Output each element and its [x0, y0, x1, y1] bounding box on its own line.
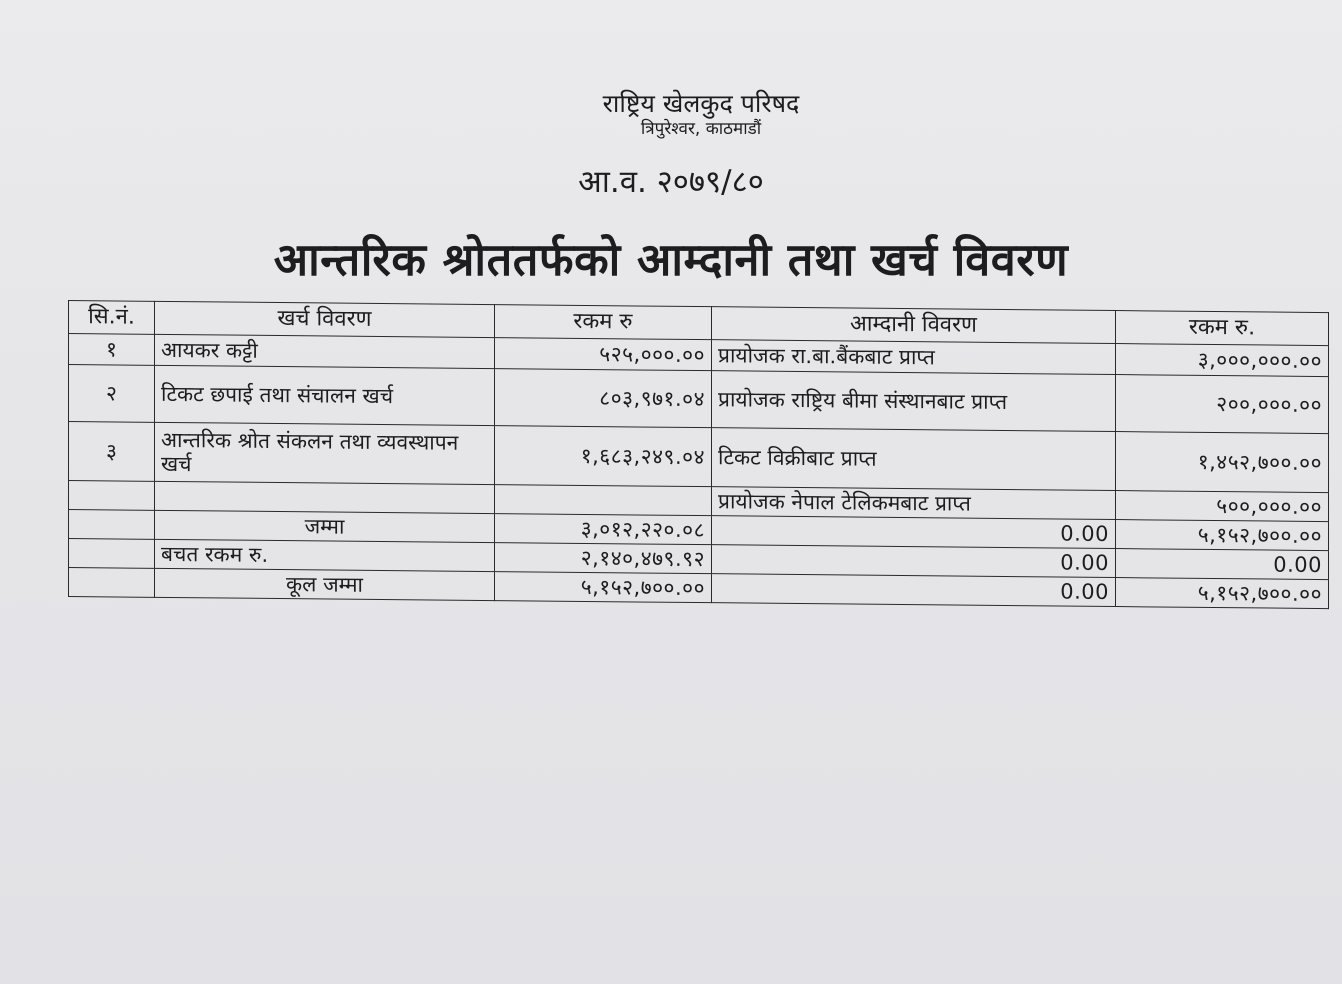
col-header-income-amount: रकम रु. — [1116, 311, 1329, 346]
empty-cell — [69, 568, 155, 598]
income-amount-cell: ३,०००,०००.०० — [1116, 344, 1329, 377]
income-description-cell: प्रायोजक राष्ट्रिय बीमा संस्थानबाट प्राप्त — [712, 371, 1116, 432]
income-amount-cell: १,४५२,७००.०० — [1116, 432, 1329, 493]
income-description-cell: टिकट विक्रीबाट प्राप्त — [712, 428, 1116, 491]
organization-name: राष्ट्रिय खेलकुद परिषद — [602, 89, 800, 118]
expense-amount-cell: ८०३,९७१.०४ — [495, 369, 712, 428]
grand-total-label: कूल जम्मा — [155, 568, 495, 600]
savings-income-amount: 0.00 — [1116, 549, 1329, 580]
empty-cell — [69, 510, 155, 540]
col-header-expense-description: खर्च विवरण — [155, 301, 495, 337]
income-amount-cell: २००,०००.०० — [1116, 375, 1329, 434]
income-expense-table — [68, 300, 1329, 609]
income-description-cell: प्रायोजक रा.बा.बैंकबाट प्राप्त — [712, 340, 1116, 375]
grand-total-income-description: 0.00 — [712, 574, 1116, 607]
savings-expense-amount: २,१४०,४७९.९२ — [495, 543, 712, 574]
income-amount-cell: ५००,०००.०० — [1116, 491, 1329, 522]
expense-amount-cell: १,६८३,२४९.०४ — [495, 426, 712, 487]
expense-description-cell — [155, 481, 495, 513]
col-header-expense-amount: रकम रु — [495, 305, 712, 340]
serial-cell — [69, 481, 155, 511]
expense-description-cell: आन्तरिक श्रोत संकलन तथा व्यवस्थापन खर्च — [155, 422, 495, 484]
expense-description-cell: टिकट छपाई तथा संचालन खर्च — [155, 365, 495, 425]
subtotal-label: जम्मा — [155, 510, 495, 542]
expense-description-cell: आयकर कट्टी — [155, 334, 495, 368]
expense-amount-cell — [495, 485, 712, 516]
empty-cell — [69, 539, 155, 569]
document-title: आन्तरिक श्रोततर्फको आम्दानी तथा खर्च विवरण — [273, 233, 1069, 286]
serial-cell: १ — [69, 334, 155, 366]
savings-label: बचत रकम रु. — [155, 539, 495, 571]
fiscal-year: आ.व. २०७९/८० — [578, 164, 764, 200]
col-header-income-description: आम्दानी विवरण — [712, 307, 1116, 344]
serial-cell: ३ — [69, 422, 155, 482]
savings-income-description: 0.00 — [712, 545, 1116, 578]
serial-cell: २ — [69, 365, 155, 423]
expense-amount-cell: ५२५,०००.०० — [495, 338, 712, 371]
grand-total-income-amount: ५,१५२,७००.०० — [1116, 578, 1329, 609]
organization-address: त्रिपुरेश्वर, काठमाडौं — [640, 119, 762, 139]
subtotal-income-description: 0.00 — [712, 516, 1116, 549]
income-description-cell: प्रायोजक नेपाल टेलिकमबाट प्राप्त — [712, 487, 1116, 520]
subtotal-income-amount: ५,१५२,७००.०० — [1116, 520, 1329, 551]
col-header-serial: सि.नं. — [69, 301, 155, 335]
subtotal-expense-amount: ३,०१२,२२०.०८ — [495, 514, 712, 545]
grand-total-expense-amount: ५,१५२,७००.०० — [495, 572, 712, 603]
